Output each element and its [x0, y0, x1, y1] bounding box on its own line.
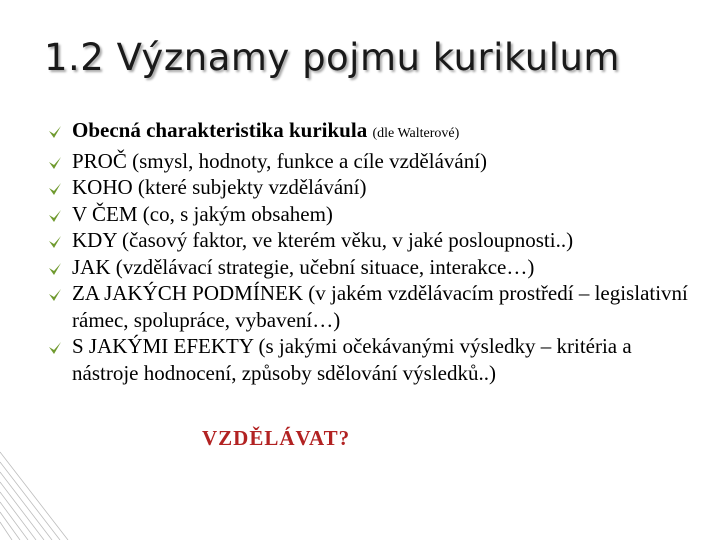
bullet-text: S JAKÝMI EFEKTY (s jakými očekávanými výsledky – kritéria a nástroje hodnocení, způsoby sdělování výsledků..)	[72, 334, 632, 385]
checkmark-bullet-icon	[48, 235, 62, 249]
bullet-item	[48, 227, 698, 254]
checkmark-bullet-icon	[48, 182, 62, 196]
bullet-text: KDY (časový faktor, ve kterém věku, v jaké posloupnosti..)	[72, 228, 574, 252]
checkmark-bullet-icon	[48, 341, 62, 355]
bullet-text: JAK (vzdělávací strategie, učební situace, interakce…)	[72, 254, 535, 279]
checkmark-bullet-icon	[48, 209, 62, 223]
bullet-text: PROČ (smysl, hodnoty, funkce a cíle vzdělávání)	[72, 148, 488, 173]
bullet-item	[48, 280, 698, 333]
bullet-item	[48, 254, 698, 281]
checkmark-bullet-icon	[48, 262, 62, 276]
bullet-list	[48, 117, 698, 386]
bullet-note: (dle Walterové)	[372, 126, 460, 141]
bullet-item	[48, 148, 698, 175]
checkmark-bullet-icon	[48, 288, 62, 302]
bullet-item	[48, 117, 698, 148]
bullet-text: ZA JAKÝCH PODMÍNEK (v jakém vzdělávacím prostředí – legislativní rámec, spolupráce, vybavení…)	[72, 281, 688, 332]
bullet-item	[48, 174, 698, 201]
checkmark-bullet-icon	[48, 125, 62, 139]
slide-title: 1.2 Významy pojmu kurikulum	[44, 36, 620, 79]
bullet-text: KOHO (které subjekty vzdělávání)	[72, 175, 367, 199]
bullet-bold-text: Obecná charakteristika kurikula	[72, 118, 368, 142]
bullet-item	[48, 333, 698, 386]
closing-question: VZDĚLÁVAT?	[202, 426, 351, 450]
corner-line-decoration	[0, 450, 70, 540]
bullet-text: V ČEM (co, s jakým obsahem)	[72, 201, 333, 226]
checkmark-bullet-icon	[48, 156, 62, 170]
bullet-item	[48, 201, 698, 228]
